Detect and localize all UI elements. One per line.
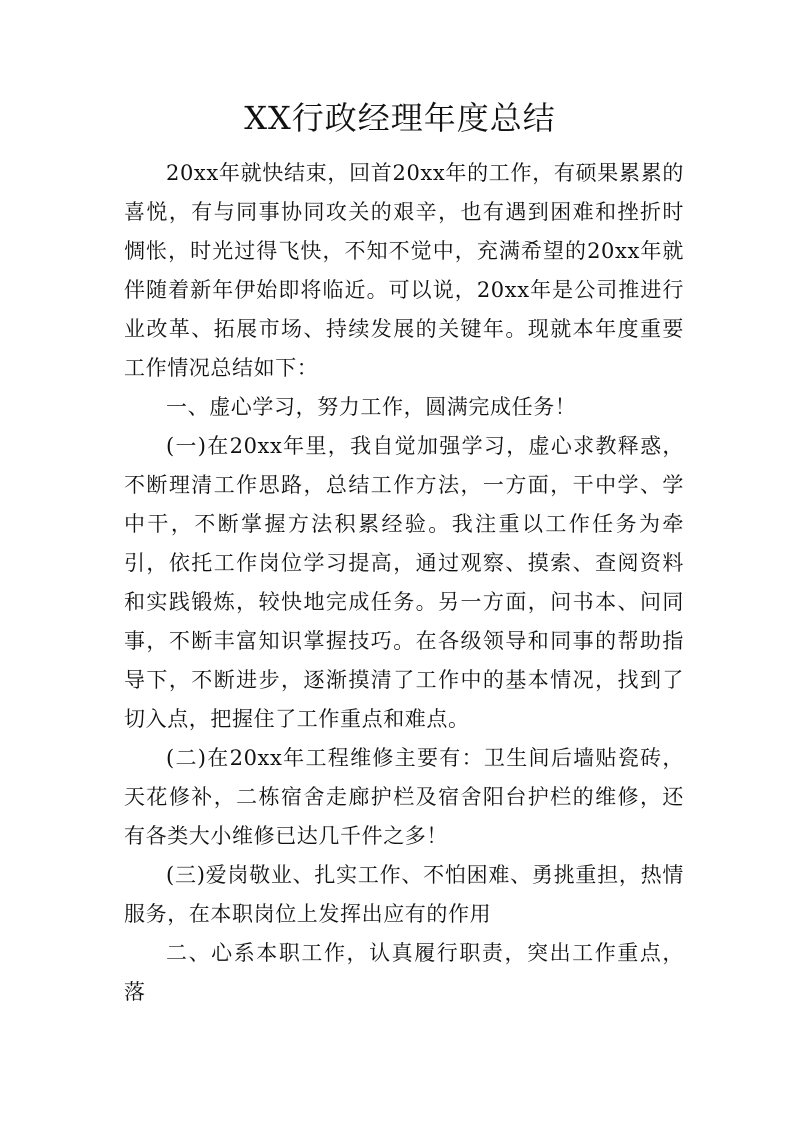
section-one-item-two: (二)在20xx年工程维修主要有：卫生间后墙贴瓷砖，天花修补，二栋宿舍走廊护栏及宿舍阳台护栏的维修，还有各类大小维修已达几千件之多！ — [124, 746, 684, 848]
document-body — [124, 154, 684, 1012]
section-one-heading: 一、虚心学习，努力工作，圆满完成任务！ — [166, 395, 577, 419]
intro-paragraph: 20xx年就快结束，回首20xx年的工作，有硕果累累的喜悦，有与同事协同攻关的艰辛，也有遇到困难和挫折时惆怅，时光过得飞快，不知不觉中，充满希望的20xx年就伴随着新年伊始即将临近。可以说，20xx年是公司推进行业改革、拓展市场、持续发展的关键年。现就本年度重要工作情况总结如下： — [124, 161, 684, 380]
section-two-heading: 二、心系本职工作，认真履行职责，突出工作重点，落 — [124, 941, 684, 1004]
document-title: XX行政经理年度总结 — [244, 99, 556, 137]
section-one-item-one: (一)在20xx年里，我自觉加强学习，虚心求教释惑，不断理清工作思路，总结工作方法，一方面，干中学、学中干，不断掌握方法积累经验。我注重以工作任务为牵引，依托工作岗位学习提高，通过观察、摸索、查阅资料和实践锻炼，较快地完成任务。另一方面，问书本、问同事，不断丰富知识掌握技巧。在各级领导和同事的帮助指导下，不断进步，逐渐摸清了工作中的基本情况，找到了切入点，把握住了工作重点和难点。 — [124, 434, 684, 731]
section-one-item-three: (三)爱岗敬业、扎实工作、不怕困难、勇挑重担，热情服务，在本职岗位上发挥出应有的作用 — [124, 863, 684, 926]
